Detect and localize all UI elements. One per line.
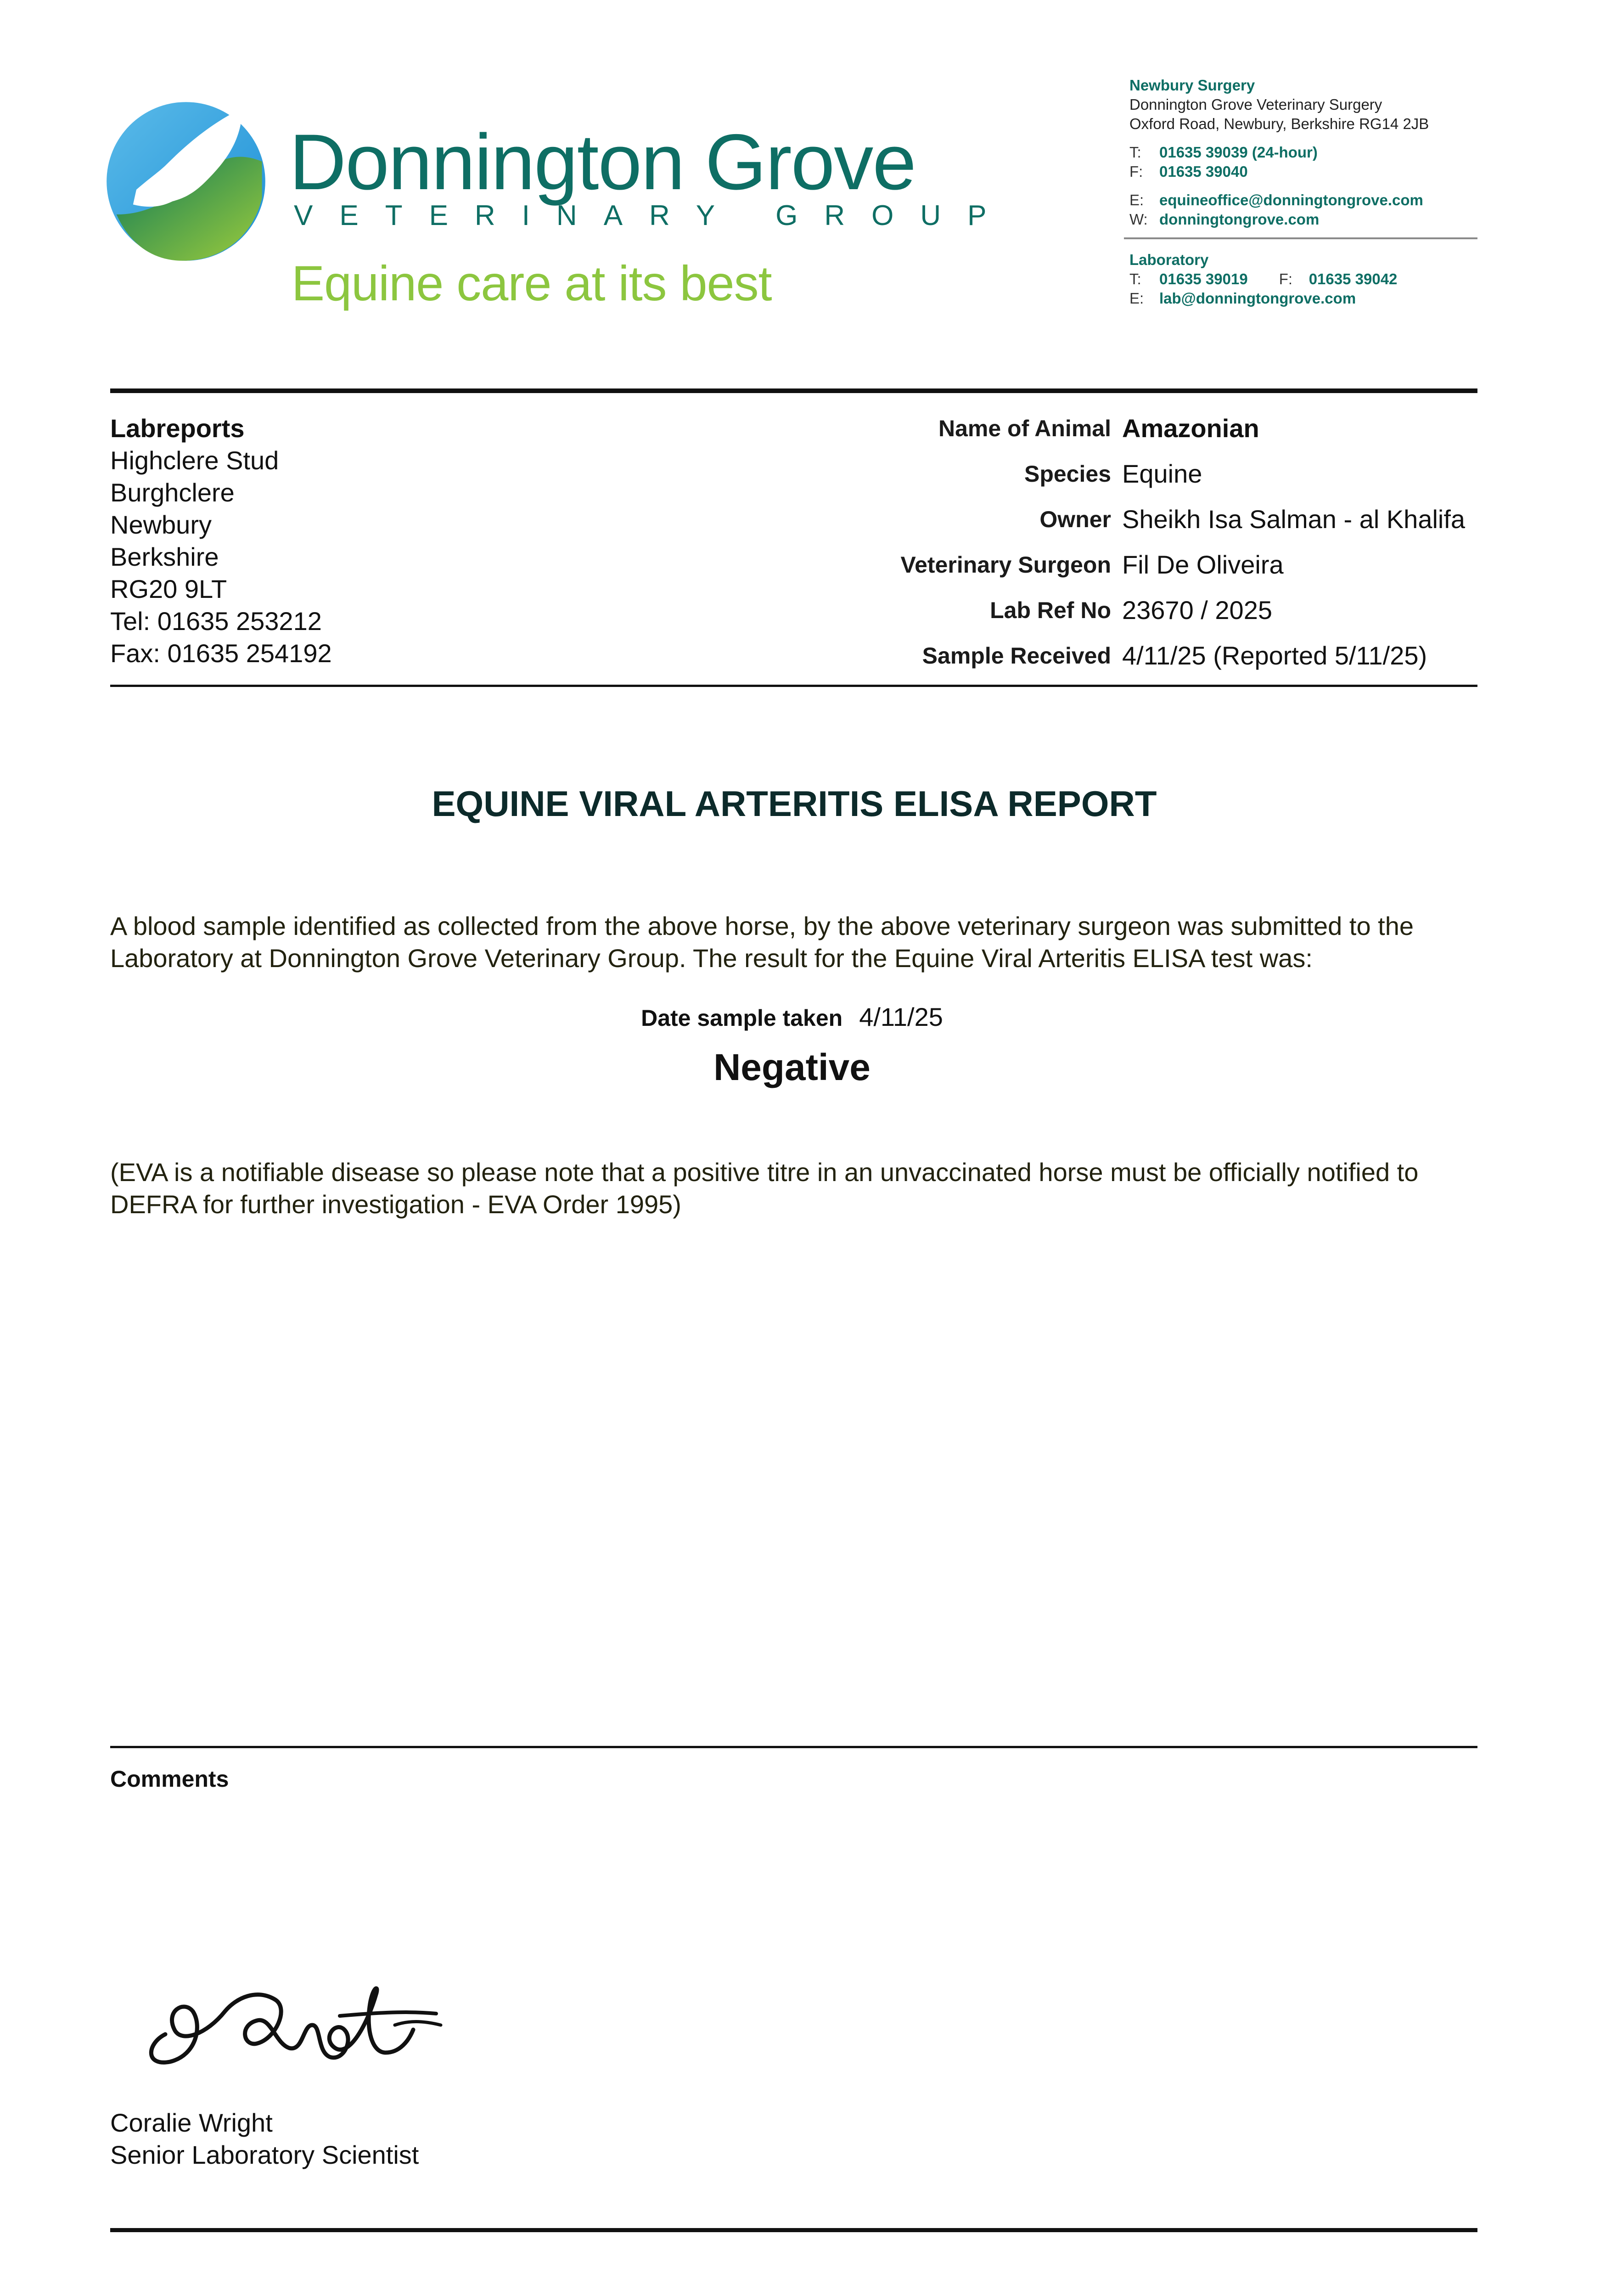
detail-label: Species	[1024, 461, 1111, 487]
details-rule	[110, 685, 1477, 687]
detail-value: Sheikh Isa Salman - al Khalifa	[1122, 505, 1466, 534]
surgery-fax: 01635 39040	[1159, 163, 1248, 180]
surgery-address-line2: Oxford Road, Newbury, Berkshire RG14 2JB	[1129, 115, 1429, 132]
recipient-address	[110, 412, 332, 670]
test-result: Negative	[713, 1047, 870, 1088]
report-note: (EVA is a notifiable disease so please note that a positive titre in an unvaccinated horse must be officially notified to DEFRA for further investigation - EVA Order 1995)	[110, 1158, 1419, 1219]
report-intro: A blood sample identified as collected from the above horse, by the above veterinary surgeon was submitted to the Laboratory at Donnington Grove Veterinary Group. The result for the Equine Viral Arteritis ELISA test was:	[110, 912, 1414, 973]
lab-tel-label: T:	[1129, 270, 1141, 287]
lab-tel: 01635 39019	[1159, 270, 1248, 287]
surgery-web: donningtongrove.com	[1159, 211, 1320, 228]
signatory	[110, 2107, 419, 2171]
report-title: EQUINE VIRAL ARTERITIS ELISA REPORT	[432, 783, 1157, 824]
surgery-email: equineoffice@donningtongrove.com	[1159, 191, 1423, 208]
detail-row-owner	[781, 503, 1483, 549]
signatory-role: Senior Laboratory Scientist	[110, 2140, 419, 2169]
surgery-fax-label: F:	[1129, 163, 1143, 180]
detail-label: Sample Received	[922, 643, 1111, 669]
detail-row-species	[781, 458, 1483, 503]
detail-label: Name of Animal	[938, 416, 1111, 441]
lab-heading: Laboratory	[1129, 251, 1209, 268]
surgery-email-label: E:	[1129, 191, 1144, 208]
lab-fax: 01635 39042	[1309, 270, 1398, 287]
brand-tagline: Equine care at its best	[292, 255, 772, 311]
detail-label: Owner	[1039, 506, 1111, 532]
lab-email-label: E:	[1129, 290, 1144, 307]
bottom-rule	[110, 2228, 1477, 2232]
detail-value: 23670 / 2025	[1122, 596, 1272, 625]
address-line: Newbury	[110, 510, 212, 539]
animal-details	[781, 412, 1483, 685]
surgery-contact-block	[1129, 76, 1429, 229]
signature	[138, 1956, 459, 2085]
detail-label: Lab Ref No	[990, 597, 1111, 623]
date-value: 4/11/25	[859, 1002, 943, 1031]
recipient-name: Labreports	[110, 414, 245, 443]
signatory-name: Coralie Wright	[110, 2108, 273, 2137]
address-line: Berkshire	[110, 542, 219, 571]
top-rule	[110, 388, 1477, 393]
laboratory-contact-block	[1129, 250, 1397, 308]
brand-subtitle: VETERINARY GROUP	[294, 200, 1013, 231]
surgery-heading: Newbury Surgery	[1129, 77, 1255, 94]
detail-value: Fil De Oliveira	[1122, 550, 1284, 579]
address-line: Tel: 01635 253212	[110, 607, 322, 636]
detail-row-surgeon	[781, 549, 1483, 594]
detail-row-animal	[781, 412, 1483, 458]
brand-name: Donnington Grove	[289, 118, 915, 206]
detail-value: 4/11/25 (Reported 5/11/25)	[1122, 641, 1427, 670]
address-line: Fax: 01635 254192	[110, 639, 332, 668]
comments-label: Comments	[110, 1766, 229, 1792]
lab-fax-label: F:	[1279, 270, 1293, 287]
detail-value: Amazonian	[1122, 414, 1259, 443]
date-sample-taken	[0, 1001, 1584, 1034]
detail-value: Equine	[1122, 459, 1202, 488]
surgery-address-line1: Donnington Grove Veterinary Surgery	[1129, 96, 1382, 113]
header-divider	[1124, 237, 1477, 239]
detail-row-sample-received	[781, 640, 1483, 685]
address-line: Burghclere	[110, 478, 235, 507]
detail-label: Veterinary Surgeon	[900, 552, 1111, 578]
address-line: RG20 9LT	[110, 574, 227, 603]
surgery-tel: 01635 39039 (24-hour)	[1159, 144, 1318, 161]
lab-email: lab@donningtongrove.com	[1159, 290, 1356, 307]
logo-horse-icon	[103, 99, 269, 264]
surgery-web-label: W:	[1129, 211, 1148, 228]
surgery-tel-label: T:	[1129, 144, 1141, 161]
date-label: Date sample taken	[641, 1005, 843, 1031]
address-line: Highclere Stud	[110, 446, 279, 475]
comments-rule	[110, 1746, 1477, 1748]
detail-row-lab-ref	[781, 594, 1483, 640]
